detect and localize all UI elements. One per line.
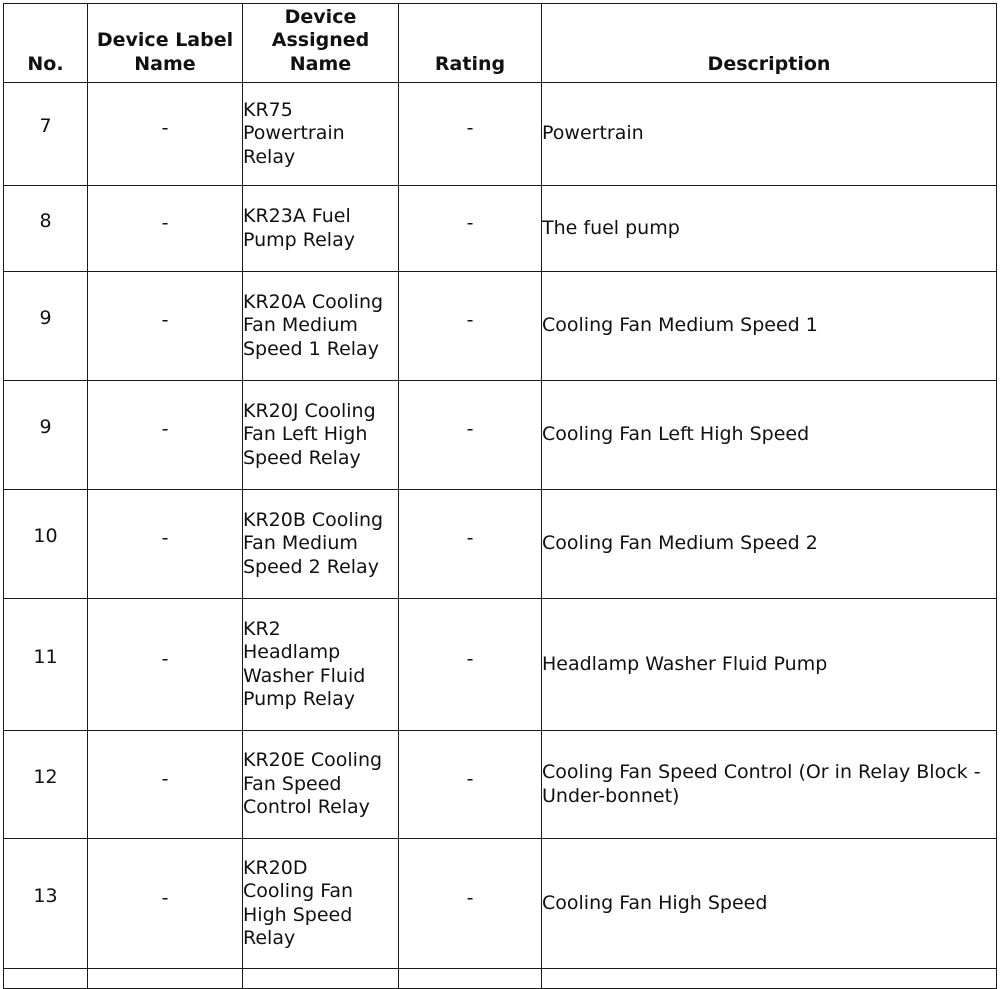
header-description: Description [542, 4, 997, 83]
table-row [4, 272, 997, 381]
cell-no: 11 [4, 599, 88, 731]
cell-device-label: - [88, 186, 243, 272]
cell-device-label: - [88, 381, 243, 490]
cell-description: Cooling Fan High Speed [542, 839, 997, 969]
cell-rating: - [399, 186, 542, 272]
table-row [4, 186, 997, 272]
cell-device-label: - [88, 272, 243, 381]
cell-device-label: - [88, 599, 243, 731]
cell-device-label: - [88, 731, 243, 839]
cell-empty [4, 969, 88, 989]
table-row [4, 839, 997, 969]
cell-description: Cooling Fan Medium Speed 2 [542, 490, 997, 599]
table-row [4, 83, 997, 186]
cell-no: 7 [4, 83, 88, 186]
cell-rating: - [399, 839, 542, 969]
cell-description: Cooling Fan Speed Control (Or in Relay Block - Under-bonnet) [542, 731, 997, 839]
cell-device-assigned: KR20J Cooling Fan Left High Speed Relay [243, 381, 399, 490]
cell-device-assigned: KR20E Cooling Fan Speed Control Relay [243, 731, 399, 839]
cell-device-assigned: KR23A Fuel Pump Relay [243, 186, 399, 272]
table-row-cut-off [4, 969, 997, 989]
cell-empty [243, 969, 399, 989]
cell-description: Cooling Fan Left High Speed [542, 381, 997, 490]
cell-device-assigned: KR75 Powertrain Relay [243, 83, 399, 186]
cell-empty [542, 969, 997, 989]
cell-no: 13 [4, 839, 88, 969]
relay-table [3, 3, 997, 989]
cell-rating: - [399, 731, 542, 839]
header-row [4, 4, 997, 83]
cell-no: 9 [4, 272, 88, 381]
cell-description: Powertrain [542, 83, 997, 186]
cell-description: Cooling Fan Medium Speed 1 [542, 272, 997, 381]
table-row [4, 731, 997, 839]
cell-rating: - [399, 272, 542, 381]
cell-empty [399, 969, 542, 989]
cell-no: 12 [4, 731, 88, 839]
header-device-assigned-name: Device Assigned Name [243, 4, 399, 83]
cell-rating: - [399, 83, 542, 186]
cell-rating: - [399, 599, 542, 731]
cell-device-assigned: KR20A Cooling Fan Medium Speed 1 Relay [243, 272, 399, 381]
cell-description: The fuel pump [542, 186, 997, 272]
header-rating: Rating [399, 4, 542, 83]
cell-device-label: - [88, 490, 243, 599]
header-device-label-name: Device Label Name [88, 4, 243, 83]
cell-no: 10 [4, 490, 88, 599]
table-row [4, 599, 997, 731]
table-row [4, 381, 997, 490]
cell-device-assigned: KR20B Cooling Fan Medium Speed 2 Relay [243, 490, 399, 599]
cell-rating: - [399, 490, 542, 599]
cell-device-assigned: KR2 Headlamp Washer Fluid Pump Relay [243, 599, 399, 731]
cell-no: 8 [4, 186, 88, 272]
cell-empty [88, 969, 243, 989]
cell-device-label: - [88, 83, 243, 186]
table-row [4, 490, 997, 599]
header-no: No. [4, 4, 88, 83]
cell-device-label: - [88, 839, 243, 969]
cell-rating: - [399, 381, 542, 490]
cell-description: Headlamp Washer Fluid Pump [542, 599, 997, 731]
cell-device-assigned: KR20D Cooling Fan High Speed Relay [243, 839, 399, 969]
cell-no: 9 [4, 381, 88, 490]
